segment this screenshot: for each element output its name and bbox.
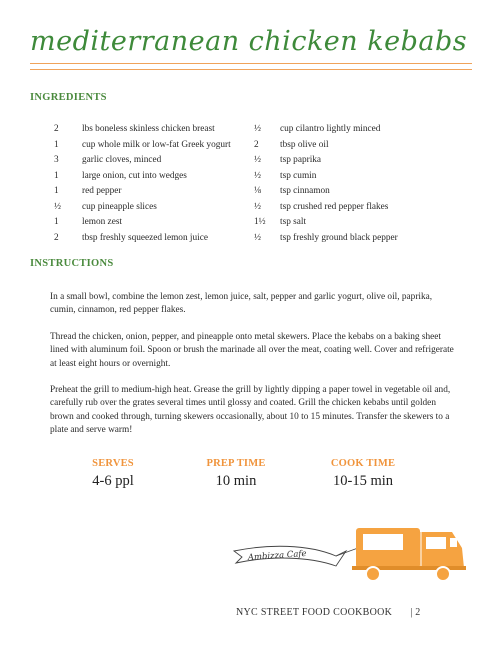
ingredient-name: red pepper (82, 186, 122, 196)
stat-serves (78, 458, 148, 490)
ingredient-row: 1 cup whole milk or low-fat Greek yogurt (54, 138, 231, 154)
ingredient-row: 2 tbsp olive oil (254, 138, 398, 154)
ingredient-row: ⅛ tsp cinnamon (254, 184, 398, 200)
ingredient-name: cup whole milk or low-fat Greek yogurt (82, 139, 231, 150)
ingredients-left-column (54, 122, 231, 246)
ingredients-heading: INGREDIENTS (30, 92, 107, 103)
cookbook-name: NYC STREET FOOD COOKBOOK (236, 607, 393, 618)
banner-text: Ambizza Cafe (247, 548, 307, 563)
serves-value: 4-6 ppl (92, 473, 134, 489)
ingredient-name: tsp cumin (280, 170, 317, 181)
ingredient-name: tbsp freshly squeezed lemon juice (82, 232, 208, 243)
stat-cook-time (318, 458, 408, 490)
ingredient-name: cup pineapple slices (82, 201, 157, 212)
ingredient-row: 1½ tsp salt (254, 215, 398, 231)
ingredient-name: cup cilantro lightly minced (280, 124, 381, 134)
ingredient-name: lemon zest (82, 217, 123, 227)
ingredient-row: ½ cup pineapple slices (54, 200, 231, 216)
stat-prep-time (196, 458, 276, 490)
ingredient-name: garlic cloves, minced (82, 155, 162, 165)
ingredients-right-column (254, 122, 398, 246)
ingredient-name: tbsp olive oil (280, 139, 329, 150)
ingredient-name: tsp freshly ground black pepper (280, 232, 398, 243)
ingredient-row: ½ tsp cumin (254, 169, 398, 185)
recipe-title: mediterranean chicken kebabs (30, 26, 468, 57)
title-rule-bottom (30, 69, 472, 70)
ingredient-row: ½ tsp crushed red pepper flakes (254, 200, 398, 216)
food-truck-illustration (228, 518, 480, 590)
ingredient-name: large onion, cut into wedges (82, 170, 187, 181)
ingredient-row: 2 tbsp freshly squeezed lemon juice (54, 231, 231, 247)
ingredient-row: 1 lemon zest (54, 215, 231, 231)
cook-time-label: COOK TIME (330, 458, 396, 469)
ingredient-name: lbs boneless skinless chicken breast (82, 124, 215, 134)
ingredient-row: ½ tsp freshly ground black pepper (254, 231, 398, 247)
banner-string (336, 548, 358, 556)
serves-label: SERVES (92, 458, 134, 469)
ingredient-name: tsp paprika (280, 155, 322, 165)
truck-front-wheel (436, 567, 450, 581)
truck-cab-window (426, 537, 446, 549)
prep-time-label: PREP TIME (206, 458, 266, 469)
truck-icon (352, 528, 466, 581)
instruction-step-2: Thread the chicken, onion, pepper, and pineapple onto metal skewers. Place the kebabs on a baking sheet lined with aluminum foil. Spoon or brush the marinade all over the meat, coating well. Cover and refrigerate at least eight hours or overnight. (50, 332, 454, 369)
ingredient-row: 1 red pepper (54, 184, 231, 200)
truck-service-window (363, 534, 403, 550)
ingredient-name: tsp cinnamon (280, 186, 330, 196)
instruction-step-3: Preheat the grill to medium-high heat. Grease the grill by lightly dipping a paper towel in vegetable oil and, carefully rub over the grates several times until glossy and coated. Grill the chicken kebabs until golden brown and cooked through, turning skewers occasionally, about 10 to 15 minutes. Transfer the skewers to a plate and serve warm! (50, 385, 451, 435)
cook-time-value: 10-15 min (332, 473, 393, 489)
page-footer (236, 607, 421, 618)
page-number: | 2 (410, 607, 421, 618)
prep-time-value: 10 min (215, 473, 257, 489)
ingredient-name: tsp salt (280, 217, 307, 227)
ingredient-row: 3 garlic cloves, minced (54, 153, 231, 169)
instructions-heading: INSTRUCTIONS (30, 258, 114, 269)
instruction-step-1: In a small bowl, combine the lemon zest, lemon juice, salt, pepper and garlic yogurt, olive oil, paprika, cumin, cinnamon, red pepper flakes. (50, 292, 433, 316)
ingredient-row: 1 large onion, cut into wedges (54, 169, 231, 185)
ingredient-row: 2 lbs boneless skinless chicken breast (54, 122, 231, 138)
title-rule-top (30, 63, 472, 64)
ingredient-row: ½ tsp paprika (254, 153, 398, 169)
truck-windshield (450, 538, 457, 547)
ingredient-name: tsp crushed red pepper flakes (280, 201, 389, 212)
ingredient-row: ½ cup cilantro lightly minced (254, 122, 398, 138)
truck-rear-wheel (366, 567, 380, 581)
